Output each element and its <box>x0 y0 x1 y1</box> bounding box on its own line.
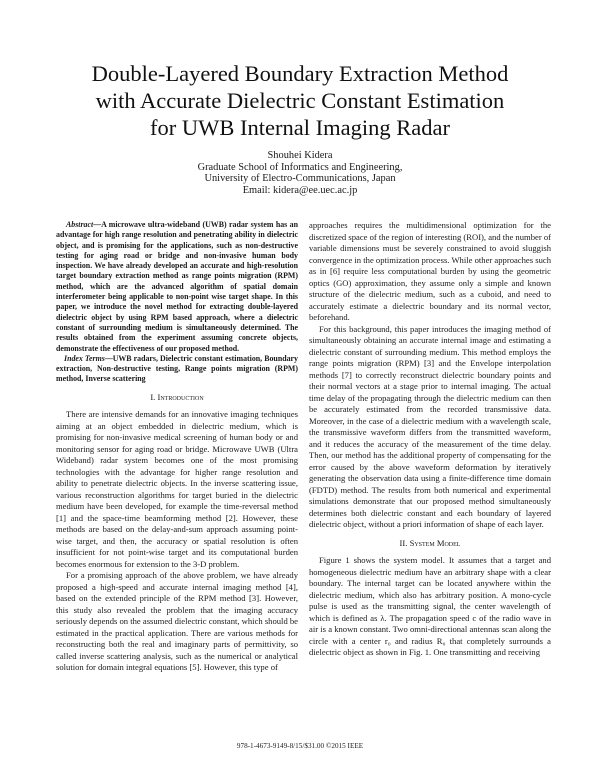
abstract-lead: Abstract <box>66 220 94 229</box>
author-affiliation-1: Graduate School of Informatics and Engineering, <box>197 161 403 173</box>
right-column <box>309 220 551 659</box>
section-heading-system-model <box>309 538 551 550</box>
title-line-2: with Accurate Dielectric Constant Estimation <box>95 88 505 113</box>
index-terms <box>56 354 298 385</box>
title-line-1: Double-Layered Boundary Extraction Method <box>91 61 509 86</box>
author-block <box>100 150 500 196</box>
index-terms-lead: Index Terms <box>64 353 105 363</box>
author-name: Shouhei Kidera <box>267 150 333 161</box>
section-2-name: System Model <box>409 537 461 548</box>
left-column <box>56 220 298 674</box>
abstract-text: —A microwave ultra-wideband (UWB) radar system has an advantage for high range resolution and penetrating ability in dielectric object, and is promising for the applications, such as non-destructive testing for aging road or bridge and non-invasive human body inspection. We have already developed an accurate and high-resolution target boundary extraction method as range points migration (RPM) method, which are the advanced algorithm of spatial domain interferometer being applicable to non-point wise target shape. In this paper, we introduce the novel method for extracting double-layered dielectric object by using RPM based approach, where a dielectric constant of surrounding medium is simultaneously determined. The results obtained from the experiment assuming concrete objects, demonstrate the effectiveness of our proposed method. <box>56 220 298 353</box>
section-2-number: II. <box>399 537 410 548</box>
author-affiliation-2: University of Electro-Communications, Japan <box>204 173 396 185</box>
abstract <box>56 220 298 354</box>
index-terms-text: —UWB radars, Dielectric constant estimation, Boundary extraction, Non-destructive testing, Range points migration (RPM) method, Inverse scattering <box>56 353 298 384</box>
title-line-3: for UWB Internal Imaging Radar <box>150 115 450 140</box>
author-email: Email: kidera@ee.uec.ac.jp <box>242 184 358 196</box>
section-1-name: Introduction <box>157 391 204 402</box>
paper-title <box>40 60 560 141</box>
right-paragraph-1: approaches requires the multidimensional optimization for the discretized space of the region of interesting (ROI), and the number of variable dimensions must be severely constrained to avoid sluggish convergence in the optimization process. While other approaches such as in [6] require less computational burden by using the geometric optics (GO) approximation, they assume only a simple and known structure of the dielectric medium, such as a cuboid, and need to accurately estimate a dielectric boundary and its normal vector, beforehand. <box>309 220 551 322</box>
intro-paragraph-2: For a promising approach of the above problem, we have already proposed a high-speed and accurate internal imaging method [4], based on the extended principle of the RPM method [3]. However, this study also revealed the problem that the imaging accuracy seriously depends on the assumed dielectric constant, which should be estimated in the practical application. There are various methods for reconstructing both the real and imaginary parts of permittivity, so called inverse scattering analysis, such as the numerical or analytical solution for domain integral equations [5]. However, this type of <box>56 570 299 673</box>
copyright-footer: 978-1-4673-9149-8/15/$31.00 ©2015 IEEE <box>236 742 364 750</box>
section-heading-introduction <box>56 392 298 404</box>
intro-paragraph-1: There are intensive demands for an innovative imaging techniques aiming at an object embedded in dielectric medium, which is promising for non-invasive medical screening of human body or and monitoring sensor for aging road or bridge. Microwave UWB (Ultra Wideband) radar system becomes one of the most promising technologies with the advantage for higher range resolution and ability to penetrate dielectric objects. In the inverse scattering issue, various reconstruction algorithms for target buried in the dielectric medium have been developed, for example the time-reversal method [1] and the space-time beamforming method [2]. However, these methods are based on the delay-and-sum approach assuming point-wise target, and then, the accuracy or spatial resolution is often insufficient for not point-wise target and its computational burden becomes enormous for extension to the 3-D problem. <box>56 409 298 569</box>
right-paragraph-2: For this background, this paper introduces the imaging method of simultaneously obtaining an accurate internal image and estimating a dielectric constant of surrounding medium. This method employs the range points migration (RPM) [3] and the Envelope interpolation methods [7] to correctly reconstruct dielectric boundary points and their normal vectors at a stage prior to internal imaging. The actual time delay of the propagating through the dielectric medium can then be accurately estimated from the recorded transmissive data. Moreover, in the case of a dielectric medium with a wavelength scale, the transmissive waveform differs from the transmitted waveform, and it reduces the accuracy of the measurement of the time delay. Then, our method has the additional property of compensating for the error caused by the above waveform deformation by iteratively generating the observation data using a finite-difference time domain (FDTD) method. The results from both numerical and experimental simulations demonstrate that our proposed method simultaneously determines both dielectric constant and each boundary of layered dielectric object, without a priori information of shape of each layer. <box>309 323 551 529</box>
system-model-paragraph: Figure 1 shows the system model. It assumes that a target and homogeneous dielectric medium have an arbitrary shape with a clear boundary. The internal target can be located anywhere within the dielectric medium, which also has arbitrary position. A mono-cycle pulse is used as the transmitting signal, the center wavelength of which is defined as λ. The propagation speed c of the radio wave in air is a known constant. Two omni-directional antennas scan along the circle with a center r₀ and radius R₀ that completely surrounds a dielectric object as shown in Fig. 1. One transmitting and receiving <box>309 555 551 657</box>
section-1-number: I. <box>150 391 158 402</box>
